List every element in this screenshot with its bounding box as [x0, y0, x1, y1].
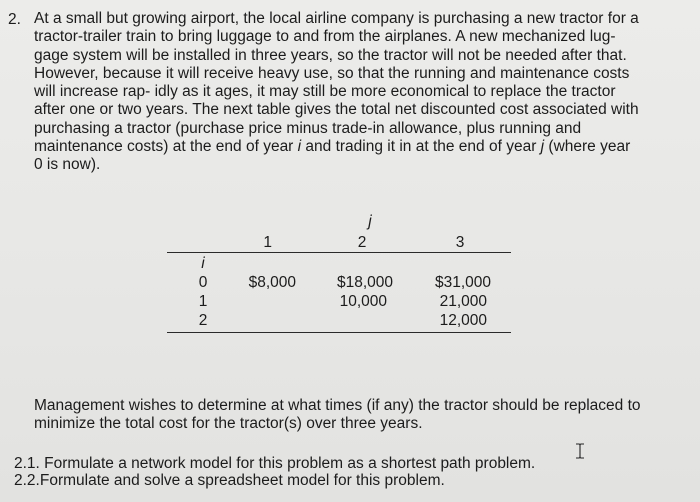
row-label: 0 — [198, 274, 208, 291]
subquestion-2-2: 2.2.Formulate and solve a spreadsheet model for this problem. — [14, 472, 445, 489]
question-line: will increase rap- idly as it ages, it may still be more economical to replace the tractor — [34, 83, 616, 101]
question-line: gage system will be installed in three years, so the tractor will not be needed after that. — [34, 46, 627, 64]
management-line: minimize the total cost for the tractor(s) over three years. — [34, 415, 423, 433]
header-rule — [167, 252, 511, 253]
bottom-rule — [167, 332, 511, 333]
table-cell: $18,000 — [336, 274, 393, 291]
question-line: purchasing a tractor (purchase price minus trade-in allowance, plus running and — [34, 119, 582, 137]
row-label: 2 — [198, 312, 208, 329]
question-line: However, because it will receive heavy use, so that the running and maintenance costs — [34, 64, 630, 82]
row-label: 1 — [198, 293, 208, 310]
table-cell: $31,000 — [434, 274, 491, 291]
var-i: i — [297, 138, 302, 156]
column-header: 1 — [263, 234, 272, 251]
column-header: 2 — [357, 234, 367, 251]
question-line: At a small but growing airport, the local airline company is purchasing a new tractor for a — [34, 10, 639, 27]
question-line: after one or two years. The next table gives the total net discounted cost associated with — [34, 101, 639, 119]
table-cell: 10,000 — [339, 293, 387, 310]
table-cell: $8,000 — [248, 274, 296, 291]
subquestion-2-1: 2.1. Formulate a network model for this problem as a shortest path problem. — [14, 455, 536, 472]
row-variable-label: i — [201, 255, 205, 272]
question-line: maintenance costs) at the end of year i and trading it in at the end of year j (where year — [34, 138, 631, 156]
var-j: j — [540, 138, 545, 156]
question-text — [34, 10, 696, 175]
question-number: 2. — [8, 11, 21, 28]
question-line: tractor-trailer train to bring luggage to and from the airplanes. A new mechanized lug- — [34, 28, 616, 46]
column-variable-label: j — [368, 213, 372, 230]
table-cell: 12,000 — [439, 312, 487, 329]
table-cell: 21,000 — [439, 293, 487, 310]
management-line: Management wishes to determine at what times (if any) the tractor should be replaced to — [34, 397, 641, 414]
text-cursor-icon — [574, 443, 586, 459]
column-header: 3 — [455, 234, 465, 251]
management-text — [34, 397, 694, 434]
question-line: 0 is now). — [34, 156, 101, 174]
